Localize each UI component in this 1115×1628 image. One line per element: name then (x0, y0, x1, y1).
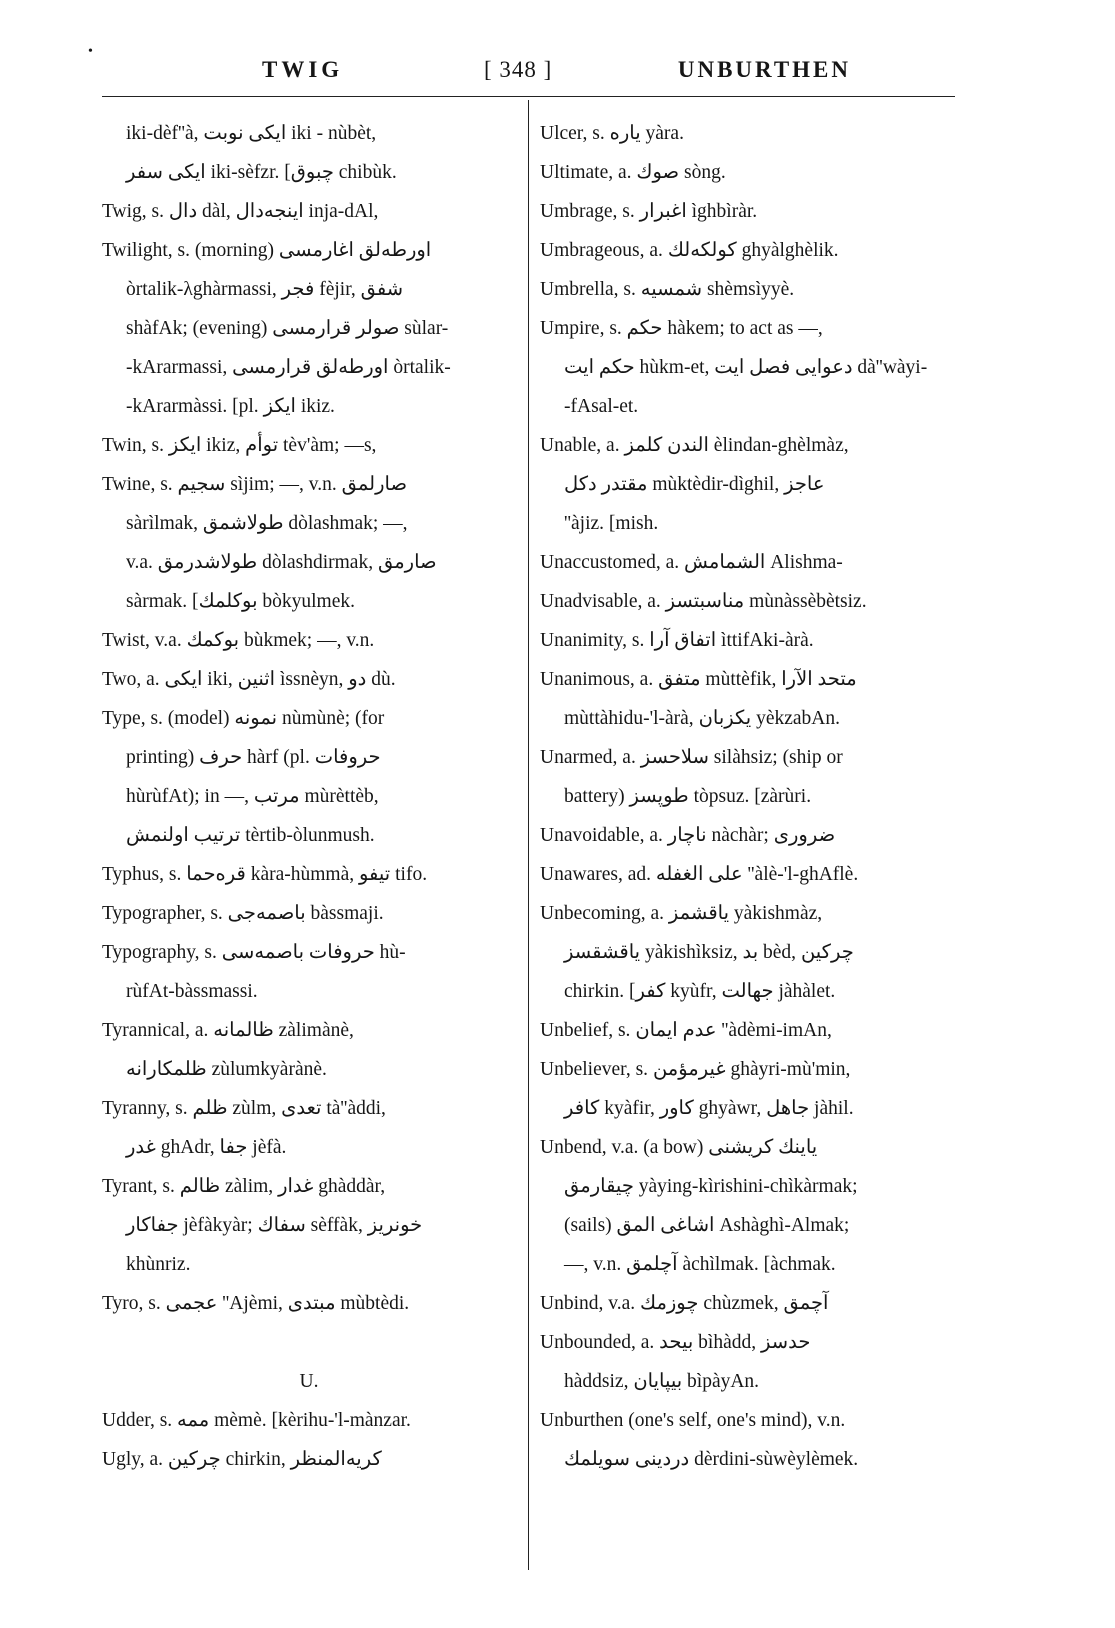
entry-headword-line: Unanimity, s. اتفاق آرا ìttifAki-àrà. (540, 630, 814, 651)
entry-headword-line: Twist, v.a. بوكمك bùkmek; —, v.n. (102, 630, 375, 651)
entry-headword-line: Typographer, s. باصمه‌جی bàssmaji. (102, 903, 384, 924)
header-last-word: UNBURTHEN (677, 57, 851, 82)
entry-headword-line: Unbend, v.a. (a bow) یاینك كریشنی (540, 1137, 818, 1158)
entry-headword-line: Ulcer, s. یاره yàra. (540, 123, 684, 144)
header-first-word: TWIG (262, 57, 344, 82)
entry-headword-line: Unburthen (one's self, one's mind), v.n. (540, 1410, 846, 1431)
entry-continuation-line: iki-dèf''à, ایكی نوبت iki - nùbèt, (126, 123, 377, 144)
left-column (102, 114, 516, 1479)
entry-headword-line (102, 1323, 516, 1362)
entry-headword-line: Typography, s. حروفات باصمه‌سی hù- (102, 942, 406, 963)
entry-continuation-line: òrtalik-λghàrmassi, فجر fèjir, شفق (126, 279, 404, 300)
entry-headword-line: Unbounded, a. بیحد bìhàdd, حدسز (540, 1332, 811, 1353)
entry-headword-line: Typhus, s. قره‌حما kàra-hùmmà, تیفو tifo. (102, 864, 428, 885)
entry-continuation-line: مقتدر دكل mùktèdir-dìghil, عاجز (564, 474, 825, 495)
entry-continuation-line: غدر ghAdr, جفا jèfà. (126, 1137, 287, 1158)
entry-continuation-line: v.a. طولاشدرمق dòlashdirmak, صارمق (126, 552, 437, 573)
entry-headword-line: Unbind, v.a. چوزمك chùzmek, آچمق (540, 1293, 829, 1314)
entry-continuation-line: -fAsal-et. (564, 396, 639, 417)
entry-headword-line: Umbrage, s. اغبرار ìghbìràr. (540, 201, 758, 222)
entry-continuation-line: hàddsiz, بیپایان bìpàyAn. (564, 1371, 760, 1392)
entry-continuation-line: ترتیب اولنمش tèrtib-òlunmush. (126, 825, 375, 846)
entry-continuation-line: rùfAt-bàssmassi. (126, 981, 258, 1002)
entry-headword-line: Twin, s. ایكز ikiz, توأم tèv'àm; —s, (102, 435, 377, 456)
entry-headword-line: Unarmed, a. سلاحسز silàhsiz; (ship or (540, 747, 843, 768)
entry-continuation-line: ظلمكارانه zùlumkyàrànè. (126, 1059, 327, 1080)
entry-continuation-line: hùrùfAt); in —, مرتب mùrèttèb, (126, 786, 379, 807)
entry-continuation-line: -kArarmassi, اورطه‌لق قرارمسی òrtalik- (126, 357, 451, 378)
entry-headword-line: Tyrannical, a. ظالمانه zàlimànè, (102, 1020, 354, 1041)
entry-headword-line: Ultimate, a. صوك sòng. (540, 162, 726, 183)
section-letter: U. (299, 1371, 319, 1392)
entry-continuation-line: shàfAk; (evening) صولر قرارمسی sùlar- (126, 318, 449, 339)
entry-headword-line: Unawares, ad. علی الغفله ''àlè-'l-ghAflè. (540, 864, 859, 885)
entry-continuation-line: chirkin. [كفر kyùfr, جهالت jàhàlet. (564, 981, 836, 1002)
entry-continuation-line: حكم ایت hùkm-et, دعوایی فصل ایت dà''wàyi- (564, 357, 928, 378)
entry-headword-line: Unanimous, a. متفق mùttèfik, متحد الآرا (540, 669, 857, 690)
entry-headword-line: Twig, s. دال dàl, اینجه‌دال inja-dAl, (102, 201, 379, 222)
entry-headword-line: Unadvisable, a. مناسبتسز mùnàssèbètsiz. (540, 591, 867, 612)
entry-headword-line: Twilight, s. (morning) اورطه‌لق اغارمسی (102, 240, 432, 261)
entry-headword-line: Twine, s. سجیم sìjim; —, v.n. صارلمق (102, 474, 408, 495)
entry-headword-line: Tyrant, s. ظالم zàlim, غدار ghàddàr, (102, 1176, 386, 1197)
entry-continuation-line: ایكی سفر iki-sèfzr. [چبوق chibùk. (126, 162, 397, 183)
entry-continuation-line: یاقشقسز yàkishìksiz, بد bèd, چركین (564, 942, 854, 963)
right-column (540, 114, 954, 1479)
entry-headword-line: Ugly, a. چركین chirkin, كریه‌المنظر (102, 1449, 382, 1470)
entry-continuation-line: khùnriz. (126, 1254, 191, 1275)
entry-headword-line: Type, s. (model) نمونه nùmùnè; (for (102, 708, 385, 729)
entry-headword-line: Two, a. ایكی iki, اثنین ìssnèyn, دو dù. (102, 669, 396, 690)
column-divider (528, 100, 529, 1570)
entry-headword-line: Umbrageous, a. كولكه‌لك ghyàlghèlik. (540, 240, 839, 261)
entry-headword-line: Umbrella, s. شمسیه shèmsìyyè. (540, 279, 795, 300)
entry-continuation-line: جفاكار jèfàkyàr; سفاك sèffàk, خونریز (126, 1215, 423, 1236)
entry-headword-line: Tyranny, s. ظلم zùlm, تعدی tà''àddi, (102, 1098, 386, 1119)
entry-continuation-line: battery) طوپسز tòpsuz. [zàrùri. (564, 786, 812, 807)
entry-continuation-line: printing) حرف hàrf (pl. حروفات (126, 747, 381, 768)
entry-continuation-line: ''àjiz. [mish. (564, 513, 659, 534)
entry-headword-line: Unbecoming, a. یاقشمز yàkishmàz, (540, 903, 823, 924)
entry-continuation-line: -kArarmàssi. [pl. ایكز ikiz. (126, 396, 335, 417)
entry-headword-line: Unbelief, s. عدم ایمان ''àdèmi-imAn, (540, 1020, 832, 1041)
entry-headword-line: Umpire, s. حكم hàkem; to act as —, (540, 318, 823, 339)
entry-continuation-line: كافر kyàfir, كاور ghyàwr, جاهل jàhil. (564, 1098, 854, 1119)
stray-mark: • (88, 44, 93, 59)
entry-continuation-line: sàrmak. [بوكلمك bòkyulmek. (126, 591, 356, 612)
entry-continuation-line: sàrìlmak, طولاشمق dòlashmak; —, (126, 513, 408, 534)
entry-continuation-line: چیقارمق yàying-kìrishini-chìkàrmak; (564, 1176, 858, 1197)
entry-headword-line: Unaccustomed, a. الشمامش Alishma- (540, 552, 843, 573)
entry-continuation-line: —, v.n. آچلمق àchìlmak. [àchmak. (564, 1254, 836, 1275)
page-number: [ 348 ] (484, 57, 553, 82)
entry-continuation-line: mùttàhidu-'l-àrà, یكزبان yèkzabAn. (564, 708, 841, 729)
running-header (102, 48, 955, 88)
entry-headword-line: Tyro, s. عجمی ''Ajèmi, مبتدی mùbtèdi. (102, 1293, 410, 1314)
entry-headword-line: Udder, s. ممه mèmè. [kèrihu-'l-mànzar. (102, 1410, 411, 1431)
header-rule (102, 96, 955, 97)
entry-headword-line: Unavoidable, a. ناچار nàchàr; ضروری (540, 825, 836, 846)
entry-headword-line: Unbeliever, s. غیرمؤمن ghàyri-mù'min, (540, 1059, 851, 1080)
entry-headword-line: Unable, a. الندن كلمز èlindan-ghèlmàz, (540, 435, 849, 456)
entry-continuation-line: دردینی سویلمك dèrdini-sùwèylèmek. (564, 1449, 859, 1470)
entry-continuation-line: (sails) اشاغی المق Ashàghì-Almak; (564, 1215, 850, 1236)
